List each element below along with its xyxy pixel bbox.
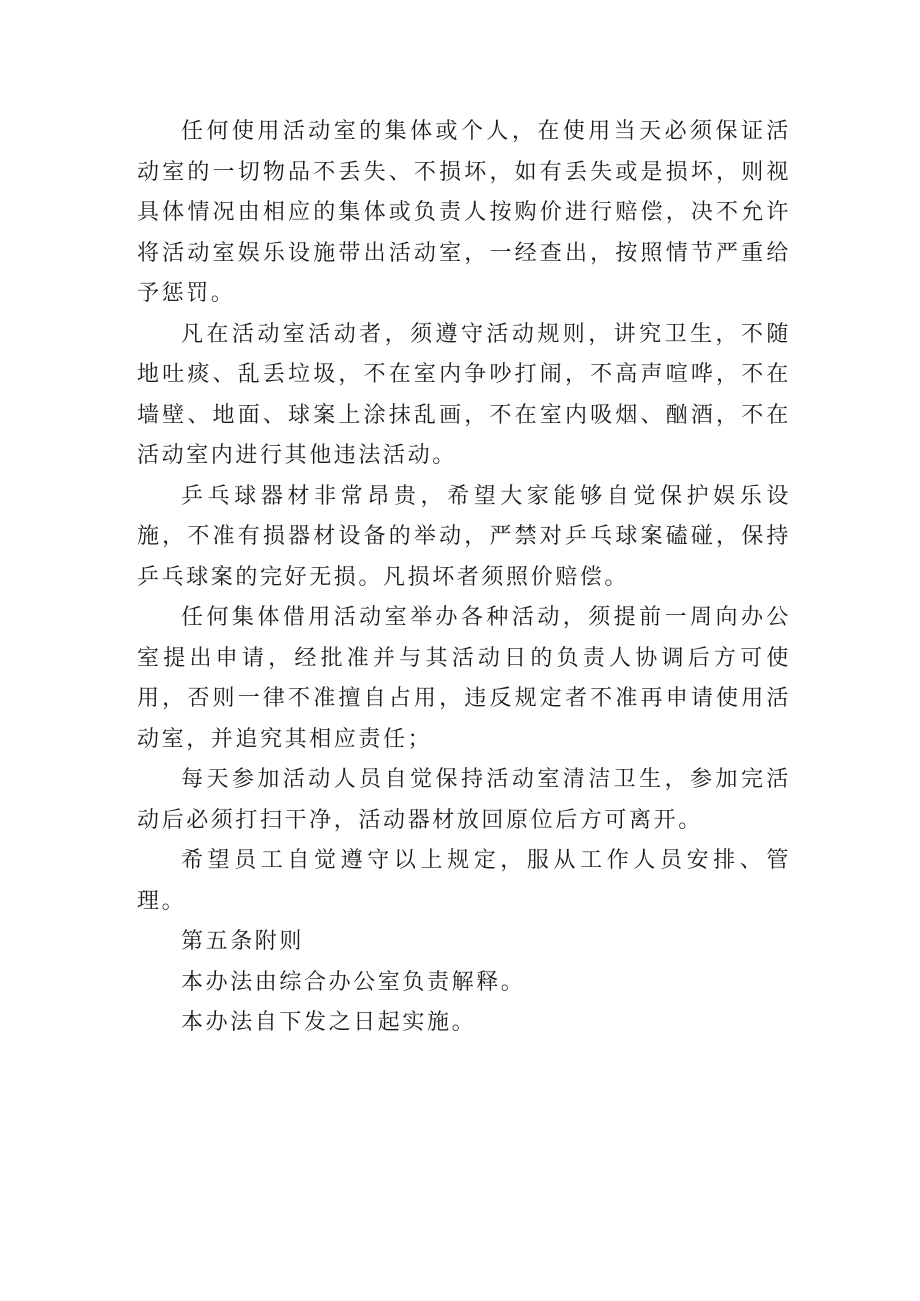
paragraph-2: 凡在活动室活动者，须遵守活动规则，讲究卫生，不随地吐痰、乱丢垃圾，不在室内争吵打闹，不高声喧哗，不在墙壁、地面、球案上涂抹乱画，不在室内吸烟、酗酒，不在活动室内进行其他违法活动。	[137, 321, 791, 468]
document-body	[137, 112, 791, 1044]
paragraph-5: 每天参加活动人员自觉保持活动室清洁卫生，参加完活动后必须打扫干净，活动器材放回原位后方可离开。	[137, 767, 791, 833]
paragraph-3: 乒乓球器材非常昂贵，希望大家能够自觉保护娱乐设施，不准有损器材设备的举动，严禁对乒乓球案磕碰，保持乒乓球案的完好无损。凡损坏者须照价赔偿。	[137, 483, 791, 590]
paragraph-8: 本办法自下发之日起实施。	[181, 1010, 477, 1035]
paragraph-6: 希望员工自觉遵守以上规定，服从工作人员安排、管理。	[137, 848, 791, 914]
paragraph-1: 任何使用活动室的集体或个人，在使用当天必须保证活动室的一切物品不丢失、不损坏，如有丢失或是损坏，则视具体情况由相应的集体或负责人按购价进行赔偿，决不允许将活动室娱乐设施带出活动室，一经查出，按照情节严重给予惩罚。	[137, 119, 791, 306]
paragraph-7: 本办法由综合办公室负责解释。	[181, 969, 526, 995]
paragraph-4: 任何集体借用活动室举办各种活动，须提前一周向办公室提出申请，经批准并与其活动日的负责人协调后方可使用，否则一律不准擅自占用，违反规定者不准再申请使用活动室，并追究其相应责任；	[137, 605, 791, 752]
section-heading-supplementary: 第五条附则	[181, 929, 305, 954]
